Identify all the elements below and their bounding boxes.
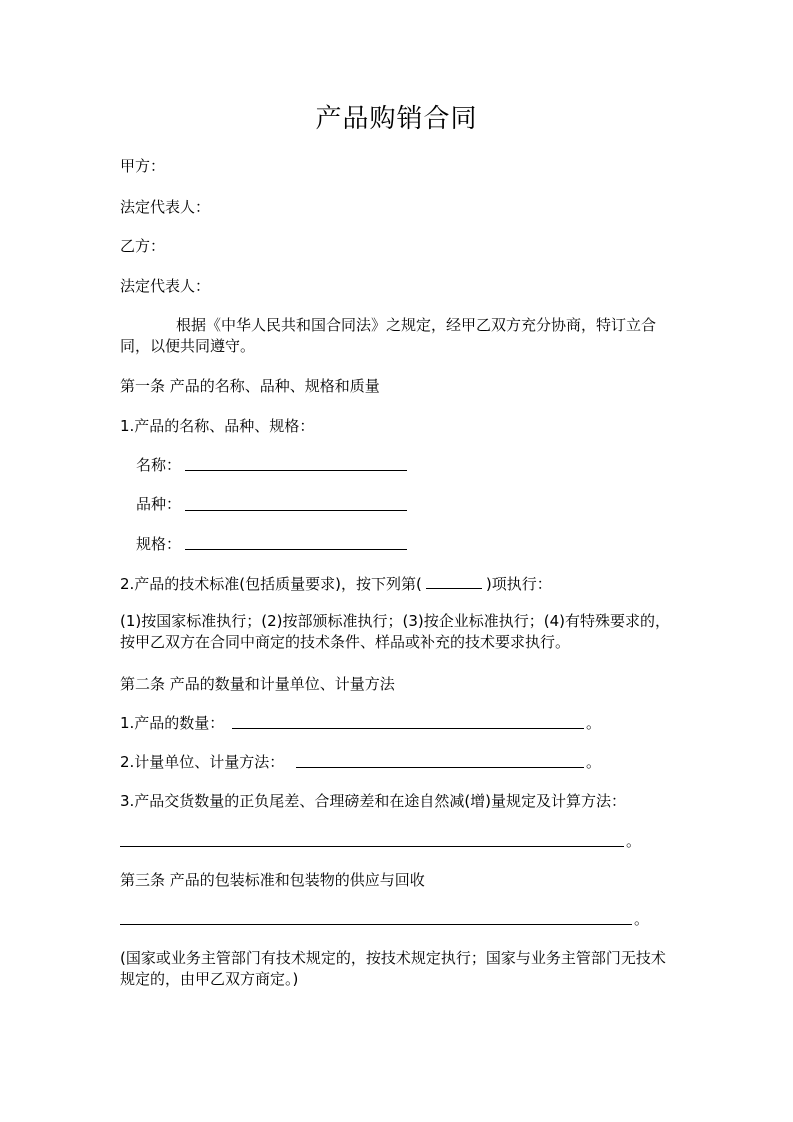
quantity-label: 1.产品的数量： [120,714,225,732]
tolerance-method-blank[interactable] [120,846,624,847]
article-2-item-3: 3.产品交货数量的正负尾差、合理磅差和在途自然减(增)量规定及计算方法： [120,792,627,810]
article-1-item-2-suffix: )项执行： [485,575,552,593]
article-1-options-paragraph: (1)按国家标准执行；(2)按部颁标准执行；(3)按企业标准执行；(4)有特殊要求的，按甲乙双方在合同中商定的技术条件、样品或补充的技术要求执行。 [120,612,670,651]
article-1-item-1: 1.产品的名称、品种、规格： [120,417,315,435]
product-name-blank[interactable] [185,470,407,471]
party-a-label: 甲方： [120,157,166,175]
article-1-heading: 第一条 产品的名称、品种、规格和质量 [120,377,380,395]
party-b-label: 乙方： [120,237,166,255]
article-3-note: (国家或业务主管部门有技术规定的，按技术规定执行；国家与业务主管部门无技术规定的，由甲乙双方商定。) [120,949,666,988]
document-title: 产品购销合同 [315,104,478,134]
product-name-label: 名称： [136,456,182,474]
product-variety-row [136,494,181,514]
product-spec-label: 规格： [136,535,182,553]
packaging-blank[interactable] [120,924,632,925]
product-variety-blank[interactable] [185,510,407,511]
measurement-blank[interactable] [296,767,584,768]
article-3-heading: 第三条 产品的包装标准和包装物的供应与回收 [120,871,425,889]
preamble-paragraph: 根据《中华人民共和国合同法》之规定，经甲乙双方充分协商，特订立合同，以便共同遵守。 [120,316,657,355]
product-spec-row [136,534,181,554]
tolerance-period: 。 [626,832,642,850]
party-b-representative-label: 法定代表人： [120,277,211,295]
party-a-representative-label: 法定代表人： [120,198,211,216]
measurement-label: 2.计量单位、计量方法： [120,753,285,771]
article-2-item-1 [120,713,224,733]
packaging-period: 。 [634,910,650,928]
article-1-item-2 [120,573,552,594]
article-2-heading: 第二条 产品的数量和计量单位、计量方法 [120,675,395,693]
quantity-blank[interactable] [232,728,584,729]
article-1-item-2-prefix: 2.产品的技术标准(包括质量要求)，按下列第( [120,575,422,593]
product-variety-label: 品种： [136,495,182,513]
product-spec-blank[interactable] [185,549,407,550]
product-name-row [136,455,181,475]
article-2-item-2 [120,752,284,772]
quantity-period: 。 [586,714,602,732]
measurement-period: 。 [586,753,602,771]
standard-option-blank[interactable] [426,573,482,589]
